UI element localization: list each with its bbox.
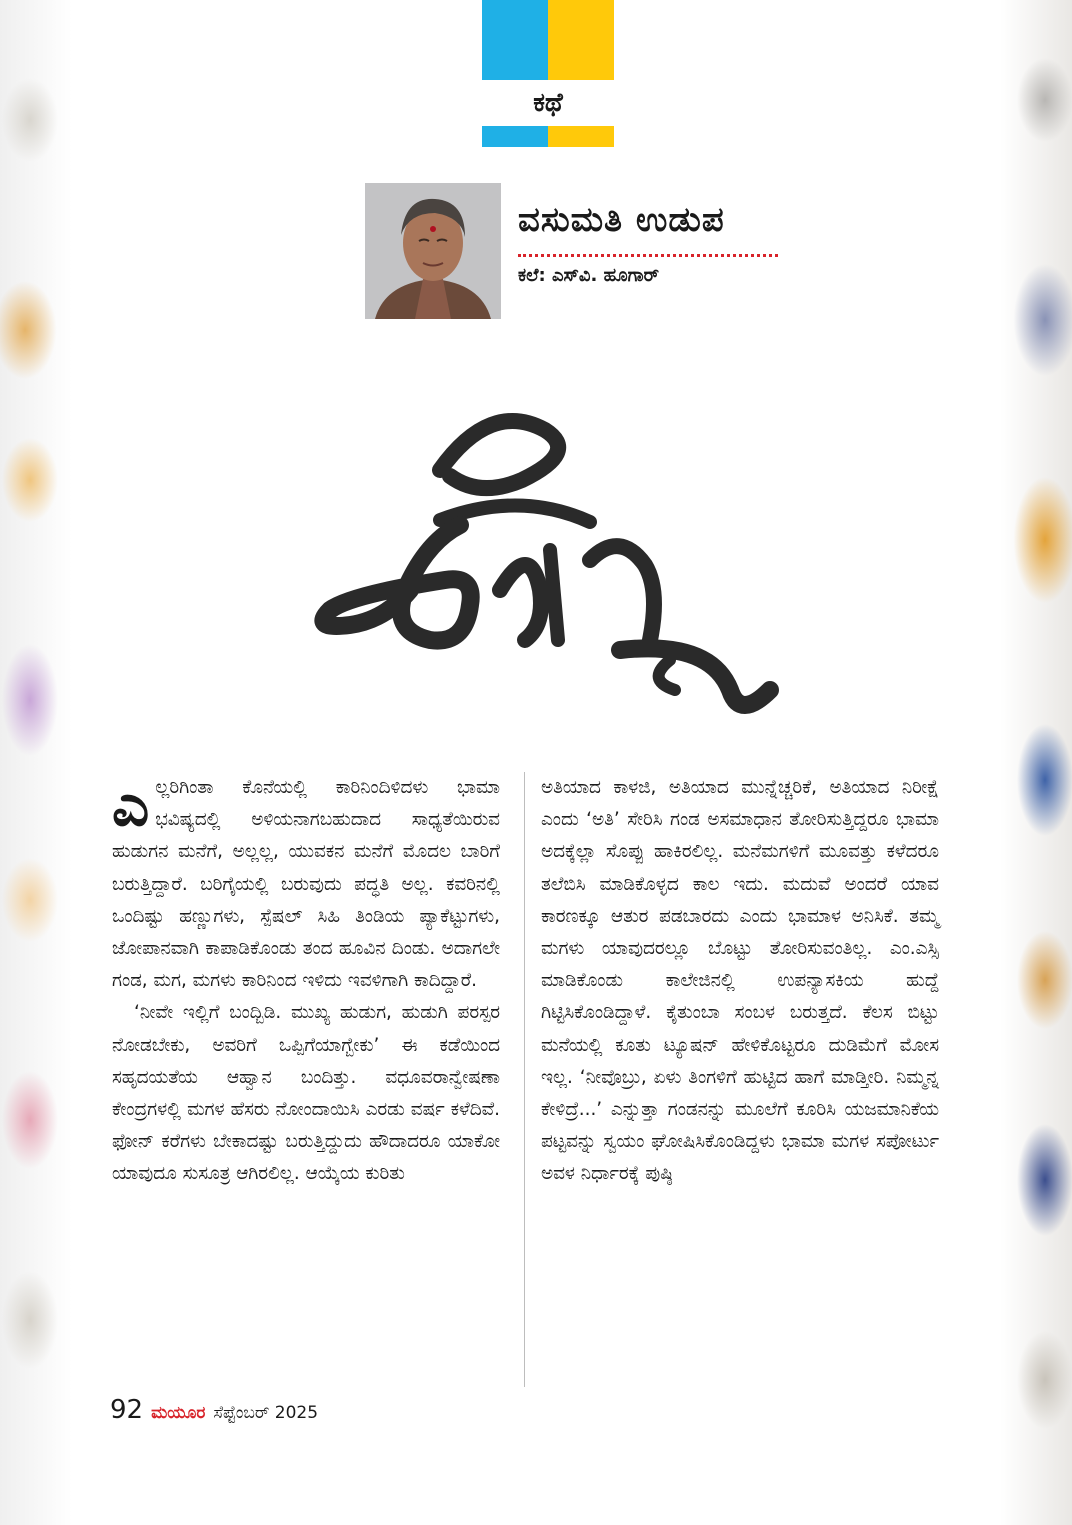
story-title-calligraphy bbox=[290, 390, 810, 740]
tag-stripe-blue bbox=[482, 126, 548, 147]
illustration-credit: ಕಲೆ: ಎಸ್‌ವಿ. ಹೂಗಾರ್ bbox=[518, 265, 660, 286]
issue-date: ಸೆಪ್ಟೆಂಬರ್ 2025 bbox=[213, 1403, 319, 1423]
section-tag bbox=[482, 0, 614, 147]
tag-block-blue bbox=[482, 0, 548, 80]
paragraph: ‘ನೀವೇ ಇಲ್ಲಿಗೆ ಬಂದ್ಬಿಡಿ. ಮುಖ್ಯ ಹುಡುಗ, ಹುಡುಗಿ ಪರಸ್ಪರ ನೋಡಬೇಕು, ಅವರಿಗೆ ಒಪ್ಪಿಗೆಯಾಗ್ಬೇಕು’ ಈ ಕಡೆಯಿಂದ ಸಹೃದಯತೆಯ ಆಹ್ವಾನ ಬಂದಿತ್ತು. ವಧೂವರಾನ್ವೇಷಣಾ ಕೇಂದ್ರಗಳಲ್ಲಿ ಮಗಳ ಹೆಸರು ನೋಂದಾಯಿಸಿ ಎರಡು ವರ್ಷ ಕಳೆದಿವೆ. ಫೋನ್ ಕರೆಗಳು ಬೇಕಾದಷ್ಟು ಬರುತ್ತಿದ್ದುದು ಹೌದಾದರೂ ಯಾಕೋ ಯಾವುದೂ ಸುಸೂತ್ರ ಆಗಿರಲಿಲ್ಲ. ಆಯ್ಕೆಯ ಕುರಿತು bbox=[112, 1002, 500, 1185]
page-number: 92 bbox=[110, 1395, 144, 1425]
drop-cap: ಎ bbox=[112, 771, 150, 839]
tag-block-yellow bbox=[548, 0, 614, 80]
author-name: ವಸುಮತಿ ಉಡುಪ bbox=[518, 200, 725, 240]
decorative-right-border bbox=[1000, 0, 1072, 1525]
story-column-right bbox=[541, 772, 939, 1191]
paragraph-text: ಲ್ಲರಿಗಿಂತಾ ಕೊನೆಯಲ್ಲಿ ಕಾರಿನಿಂದಿಳಿದಳು ಭಾಮಾ ಭವಿಷ್ಯದಲ್ಲಿ ಅಳಿಯನಾಗಬಹುದಾದ ಸಾಧ್ಯತೆಯಿರುವ ಹುಡುಗನ ಮನೆಗೆ, ಅಲ್ಲಲ್ಲ, ಯುವಕನ ಮನೆಗೆ ಮೊದಲ ಬಾರಿಗೆ ಬರುತ್ತಿದ್ದಾರೆ. ಬರಿಗೈಯಲ್ಲಿ ಬರುವುದು ಪದ್ಧತಿ ಅಲ್ಲ. ಕವರಿನಲ್ಲಿ ಒಂದಿಷ್ಟು ಹಣ್ಣುಗಳು, ಸ್ಪೆಷಲ್ ಸಿಹಿ ತಿಂಡಿಯ ಪ್ಯಾಕೆಟ್ಟುಗಳು, ಜೋಪಾನವಾಗಿ ಕಾಪಾಡಿಕೊಂಡು ತಂದ ಹೂವಿನ ದಿಂಡು. ಅದಾಗಲೇ ಗಂಡ, ಮಗ, ಮಗಳು ಕಾರಿನಿಂದ ಇಳಿದು ಇವಳಿಗಾಗಿ ಕಾದಿದ್ದಾರೆ. bbox=[112, 777, 500, 992]
decorative-left-border bbox=[0, 0, 72, 1525]
magazine-logo: ಮಯೂರ bbox=[151, 1403, 206, 1423]
column-divider bbox=[524, 772, 525, 1387]
author-photo bbox=[365, 183, 501, 319]
dotted-divider bbox=[518, 254, 778, 257]
story-column-left bbox=[112, 772, 500, 1191]
paragraph-opening bbox=[112, 772, 500, 997]
section-label: ಕಥೆ bbox=[533, 87, 563, 118]
paragraph: ಅತಿಯಾದ ಕಾಳಜಿ, ಅತಿಯಾದ ಮುನ್ನೆಚ್ಚರಿಕೆ, ಅತಿಯಾದ ನಿರೀಕ್ಷೆ ಎಂದು ‘ಅತಿ’ ಸೇರಿಸಿ ಗಂಡ ಅಸಮಾಧಾನ ತೋರಿಸುತ್ತಿದ್ದರೂ ಭಾಮಾ ಅದಕ್ಕೆಲ್ಲಾ ಸೊಪ್ಪು ಹಾಕಿರಲಿಲ್ಲ. ಮನೆಮಗಳಿಗೆ ಮೂವತ್ತು ಕಳೆದರೂ ತಲೆಬಿಸಿ ಮಾಡಿಕೊಳ್ಳದ ಕಾಲ ಇದು. ಮದುವೆ ಅಂದರೆ ಯಾವ ಕಾರಣಕ್ಕೂ ಆತುರ ಪಡಬಾರದು ಎಂದು ಭಾಮಾಳ ಅನಿಸಿಕೆ. ತಮ್ಮ ಮಗಳು ಯಾವುದರಲ್ಲೂ ಬೊಟ್ಟು ತೋರಿಸುವಂತಿಲ್ಲ. ಎಂ.ಎಸ್ಸಿ ಮಾಡಿಕೊಂಡು ಕಾಲೇಜಿನಲ್ಲಿ ಉಪನ್ಯಾಸಕಿಯ ಹುದ್ದೆ ಗಿಟ್ಟಿಸಿಕೊಂಡಿದ್ದಾಳೆ. ಕೈತುಂಬಾ ಸಂಬಳ ಬರುತ್ತದೆ. ಕೆಲಸ ಬಿಟ್ಟು ಮನೆಯಲ್ಲಿ ಕೂತು ಟ್ಯೂಷನ್ ಹೇಳಿಕೊಟ್ಟರೂ ದುಡಿಮೆಗೆ ಮೋಸ ಇಲ್ಲ. ‘ನೀವೊಬ್ರು, ಏಳು ತಿಂಗಳಿಗೆ ಹುಟ್ಟಿದ ಹಾಗೆ ಮಾಡ್ತೀರಿ. ನಿಮ್ಮನ್ನ ಕೇಳಿದ್ರೆ...’ ಎನ್ನುತ್ತಾ ಗಂಡನನ್ನು ಮೂಲೆಗೆ ಕೂರಿಸಿ ಯಜಮಾನಿಕೆಯ ಪಟ್ಟವನ್ನು ಸ್ವಯಂ ಘೋಷಿಸಿಕೊಂಡಿದ್ದಳು ಭಾಮಾ ಮಗಳ ಸಪೋರ್ಟು ಅವಳ ನಿರ್ಧಾರಕ್ಕೆ ಪುಷ್ಠಿ bbox=[541, 777, 939, 1185]
tag-stripe-yellow bbox=[548, 126, 614, 147]
page-footer bbox=[110, 1395, 318, 1425]
